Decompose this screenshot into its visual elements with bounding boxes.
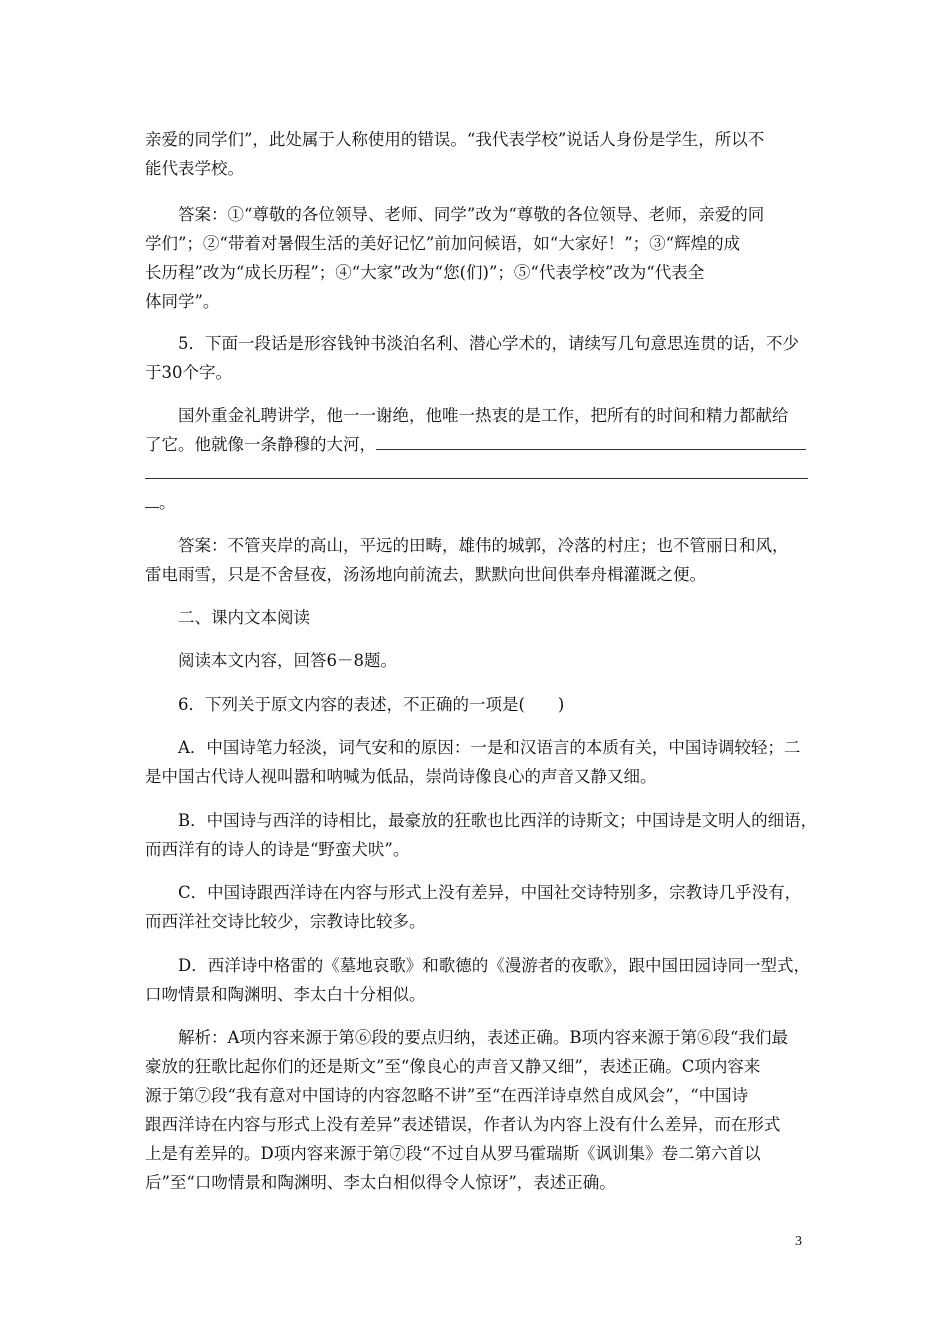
text-line: 是中国古代诗人视叫嚣和呐喊为低品，崇尚诗像良心的声音又静又细。 (145, 767, 657, 786)
reading-instruction (145, 646, 810, 675)
text-line: D．西洋诗中格雷的《墓地哀歌》和歌德的《漫游者的夜歌》，跟中国田园诗同一型式， (178, 956, 810, 975)
text-line: 了它。他就像一条静穆的大河， (145, 435, 376, 454)
page-number: 3 (795, 1234, 802, 1249)
text-line: 解析：A项内容来源于第⑥段的要点归纳，表述正确。B项内容来源于第⑥段“我们最 (178, 1028, 788, 1047)
text-line: 答案：不管夹岸的高山，平远的田畴，雄伟的城郭，冷落的村庄；也不管丽日和风， (178, 536, 789, 555)
text-line: 源于第⑦段“我有意对中国诗的内容忽略不讲”至“在西洋诗卓然自成风会”，“中国诗 (145, 1086, 749, 1105)
paragraph-answer-5 (145, 531, 810, 589)
text-line: 阅读本文内容，回答6－8题。 (178, 651, 397, 670)
text-line: 5．下面一段话是形容钱钟书淡泊名利、潜心学术的，请续写几句意思连贯的话，不少 (178, 334, 799, 353)
text-line: 。 (159, 493, 176, 512)
option-b (145, 806, 818, 864)
text-line: 而西洋有的诗人的诗是“野蛮犬吠”。 (145, 840, 410, 859)
text-line: 口吻情景和陶渊明、李太白十分相似。 (145, 985, 426, 1004)
text-line: 长历程”改为“成长历程”；④“大家”改为“您(们)”；⑤“代表学校”改为“代表全 (145, 263, 705, 282)
text-line: 跟西洋诗在内容与形式上没有差异”表述错误，作者认为内容上没有什么差异，而在形式 (145, 1115, 781, 1134)
option-c (145, 878, 810, 936)
text-line: C．中国诗跟西洋诗在内容与形式上没有差异，中国社交诗特别多，宗教诗几乎没有， (178, 883, 802, 902)
text-line: 上是有差异的。D项内容来源于第⑦段“不过自从罗马霍瑞斯《讽训集》卷二第六首以 (145, 1144, 761, 1163)
paragraph-explanation-end (145, 125, 810, 183)
answer-blank-line[interactable] (376, 431, 806, 450)
analysis-paragraph (145, 1023, 810, 1197)
text-line: 豪放的狂歌比起你们的还是斯文”至“像良心的声音又静又细”，表述正确。C项内容来 (145, 1057, 761, 1076)
text-line: 答案：①“尊敬的各位领导、老师、同学”改为“尊敬的各位领导、老师，亲爱的同 (178, 205, 765, 224)
text-line: 学们”；②“带着对暑假生活的美好记忆”前加问候语，如“大家好！”；③“辉煌的成 (145, 234, 741, 253)
answer-blank-line[interactable] (145, 460, 808, 479)
text-line: 后”至“口吻情景和陶渊明、李太白相似得令人惊讶”，表述正确。 (145, 1173, 616, 1192)
text-line: 于30个字。 (145, 363, 232, 382)
question-5-passage (145, 401, 810, 517)
text-line: 雷电雨雪，只是不舍昼夜，汤汤地向前流去，默默向世间供奉舟楫灌溉之便。 (145, 565, 706, 584)
text-line: 体同学”。 (145, 292, 220, 311)
text-line: 6．下列关于原文内容的表述，不正确的一项是( ) (178, 695, 565, 714)
section-heading (145, 603, 810, 632)
answer-blank-line[interactable] (145, 489, 159, 508)
text-line: 亲爱的同学们”，此处属于人称使用的错误。“我代表学校”说话人身份是学生，所以不 (145, 130, 765, 149)
question-6 (145, 690, 810, 719)
text-line: 而西洋社交诗比较少，宗教诗比较多。 (145, 912, 426, 931)
paragraph-answer-4 (145, 200, 810, 316)
option-a (145, 733, 810, 791)
question-5 (145, 329, 810, 387)
text-line: A．中国诗笔力轻淡，词气安和的原因：一是和汉语言的本质有关，中国诗调较轻；二 (178, 738, 801, 757)
text-line: B．中国诗与西洋的诗相比，最豪放的狂歌也比西洋的诗斯文；中国诗是文明人的细语， (178, 811, 818, 830)
text-line: 国外重金礼聘讲学，他一一谢绝，他唯一热衷的是工作，把所有的时间和精力都献给 (178, 406, 789, 425)
option-d (145, 951, 810, 1009)
text-line: 二、课内文本阅读 (178, 608, 310, 627)
text-line: 能代表学校。 (145, 159, 244, 178)
